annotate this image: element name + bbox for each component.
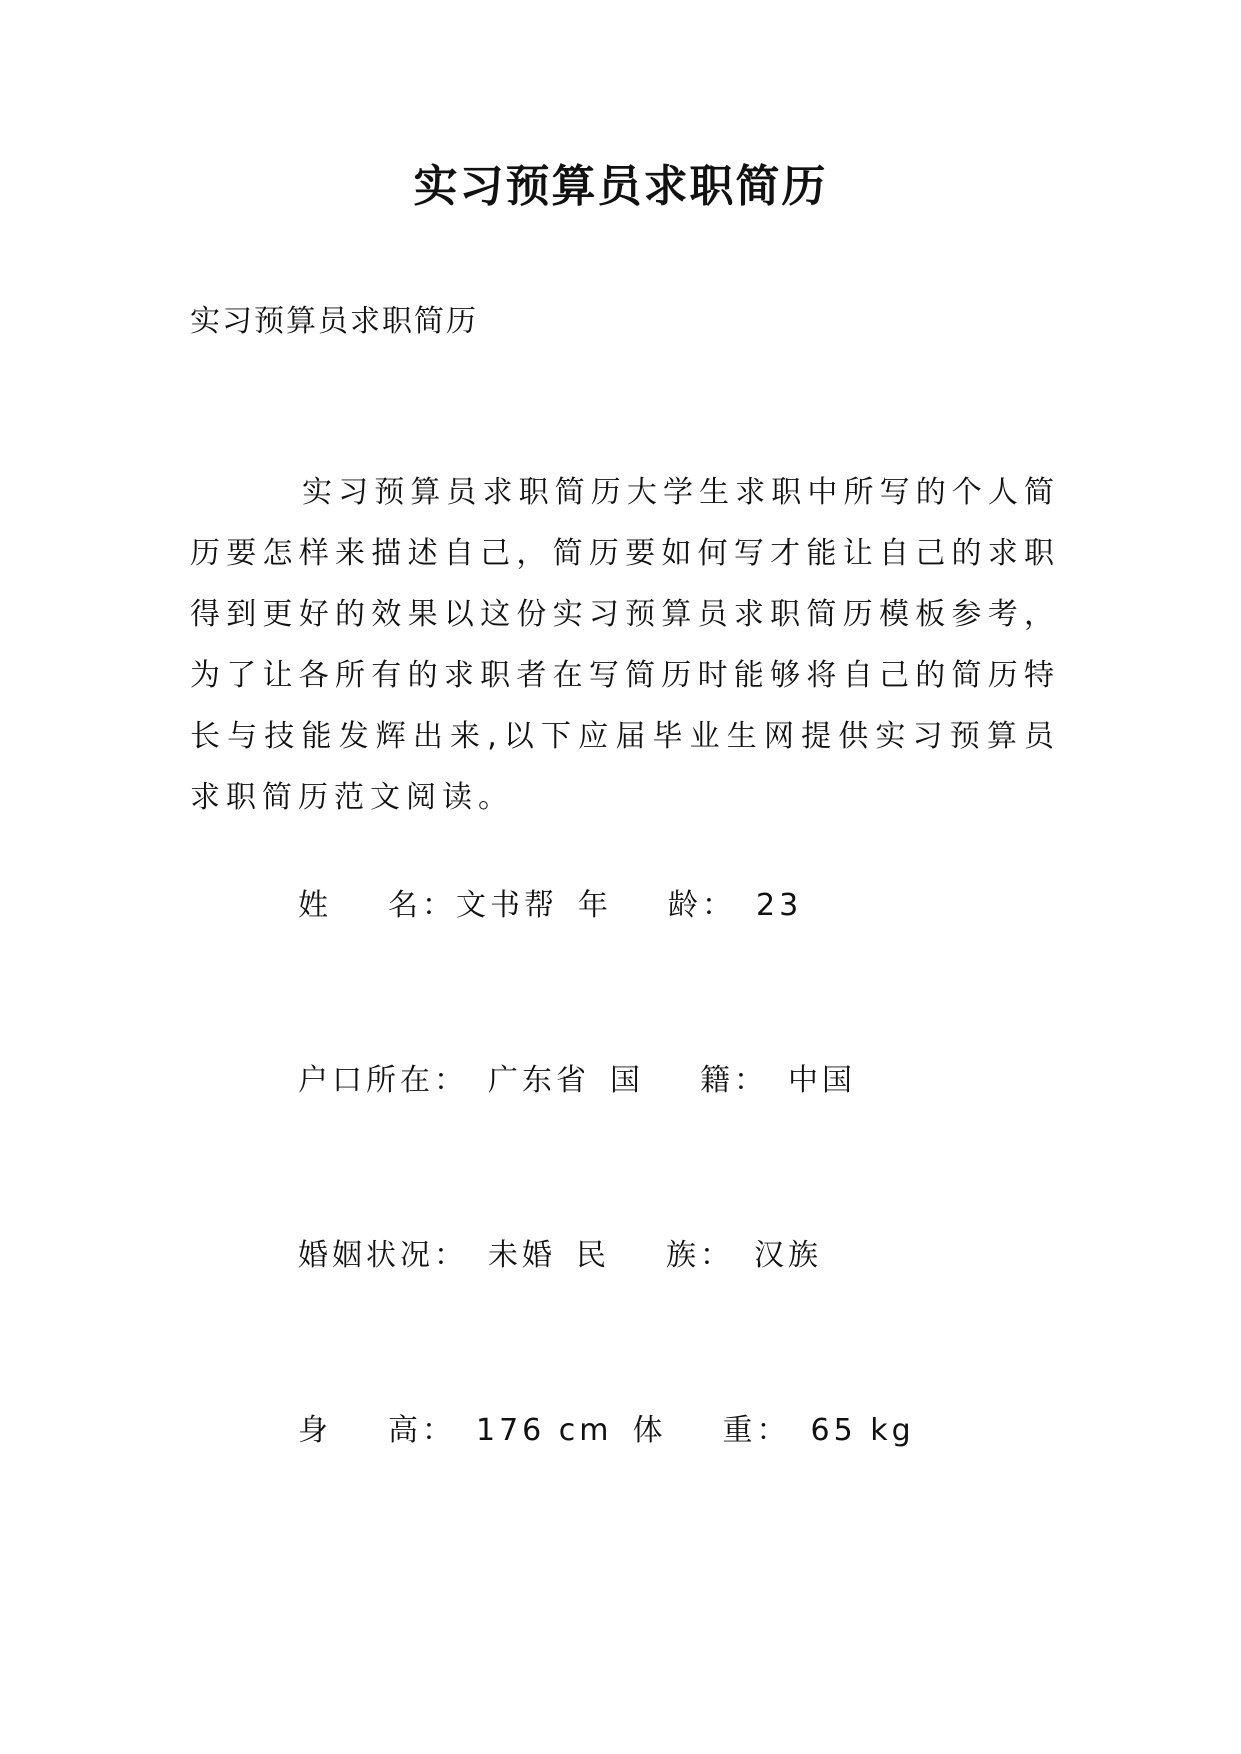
- document-subtitle: 实习预算员求职简历: [190, 304, 478, 339]
- info-row-hukou-nationality: [298, 1055, 856, 1099]
- ethnicity-label-b: 族：: [666, 1238, 734, 1273]
- hukou-value: 广东省: [488, 1063, 590, 1098]
- nationality-label-b: 籍：: [700, 1063, 768, 1098]
- intro-paragraph: 实习预算员求职简历大学生求职中所写的个人简历要怎样来描述自己，简历要如何写才能让自己的求职得到更好的效果以这份实习预算员求职简历模板参考，为了让各所有的求职者在写简历时能够将自己的简历特长与技能发辉出来,以下应届毕业生网提供实习预算员求职简历范文阅读。: [190, 475, 1060, 815]
- age-label-a: 年: [578, 888, 612, 923]
- height-value: 176 cm: [476, 1413, 613, 1448]
- info-row-height-weight: [298, 1405, 915, 1449]
- weight-label-a: 体: [632, 1413, 667, 1448]
- age-label-b: 龄：: [668, 888, 736, 923]
- info-row-name-age: [298, 880, 802, 924]
- ethnicity-value: 汉族: [754, 1238, 822, 1273]
- name-value: 文书帮: [456, 888, 558, 923]
- nationality-label-a: 国: [610, 1063, 644, 1098]
- height-label-a: 身: [298, 1413, 332, 1448]
- marital-label: 婚姻状况：: [298, 1238, 468, 1273]
- marital-value: 未婚: [488, 1238, 556, 1273]
- info-row-marital-ethnicity: [298, 1230, 822, 1274]
- weight-label-b: 重：: [722, 1413, 791, 1448]
- document-title: 实习预算员求职简历: [413, 161, 828, 212]
- age-value: 23: [756, 888, 803, 923]
- hukou-label: 户口所在：: [298, 1063, 468, 1098]
- name-label-b: 名：: [388, 888, 456, 923]
- weight-value: 65 kg: [810, 1413, 915, 1448]
- nationality-value: 中国: [788, 1063, 856, 1098]
- height-label-b: 高：: [388, 1413, 456, 1448]
- name-label-a: 姓: [298, 888, 332, 923]
- ethnicity-label-a: 民: [576, 1238, 610, 1273]
